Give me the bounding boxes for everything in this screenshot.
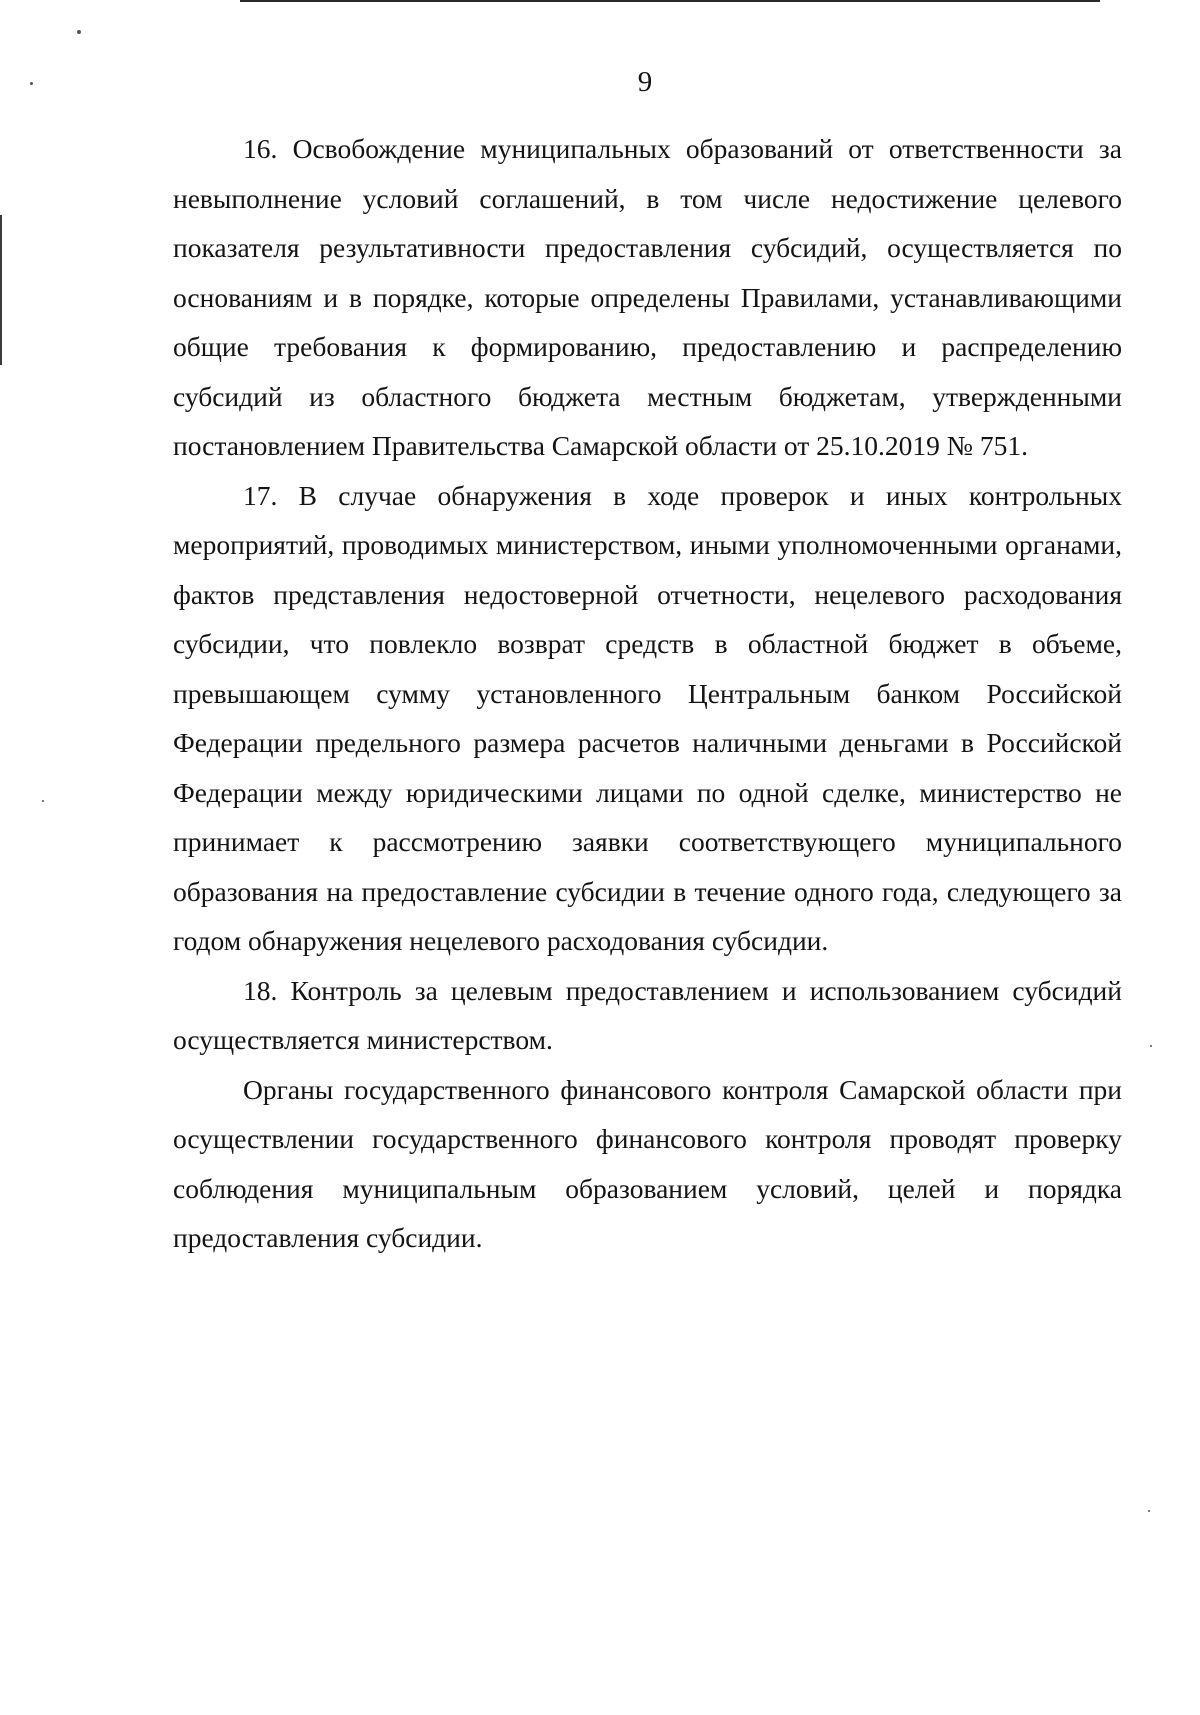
scan-speck [42,800,44,802]
paragraph-18: 18. Контроль за целевым предоставлением и использованием субсидий осуществляется министерством. [173,974,1122,1055]
paragraph-16: 16. Освобождение муниципальных образований от ответственности за невыполнение условий соглашений, в том числе недостижение целевого показателя результативности предоставления субсидий, осуществляется по основаниям и в порядке, которые определены Правилами, устанавливающими общие требования к формированию, предоставлению и распределению субсидий из областного бюджета местным бюджетам, утвержденными постановлением Правительства Самарской области от 25.10.2019 № 751. [173,133,1122,461]
paragraph-control-bodies: Органы государственного финансового контроля Самарской области при осуществлении государственного финансового контроля проводят проверку соблюдения муниципальным образованием условий, целей и порядка предоставления субсидии. [173,1073,1122,1253]
scan-speck [1150,1045,1152,1047]
scan-edge-left [0,215,2,365]
scan-speck [1148,1510,1150,1512]
scan-edge-top [240,0,1100,2]
scan-speck [77,30,81,34]
document-body [173,124,1122,1263]
page-number: 9 [637,66,653,98]
paragraph-17: 17. В случае обнаружения в ходе проверок и иных контрольных мероприятий, проводимых министерством, иными уполномоченными органами, фактов представления недостоверной отчетности, нецелевого расходования субсидии, что повлекло возврат средств в областной бюджет в объеме, превышающем сумму установленного Центральным банком Российской Федерации предельного размера расчетов наличными деньгами в Российской Федерации между юридическими лицами по одной сделке, министерство не принимает к рассмотрению заявки соответствующего муниципального образования на предоставление субсидии в течение одного года, следующего за годом обнаружения нецелевого расходования субсидии. [173,479,1122,956]
